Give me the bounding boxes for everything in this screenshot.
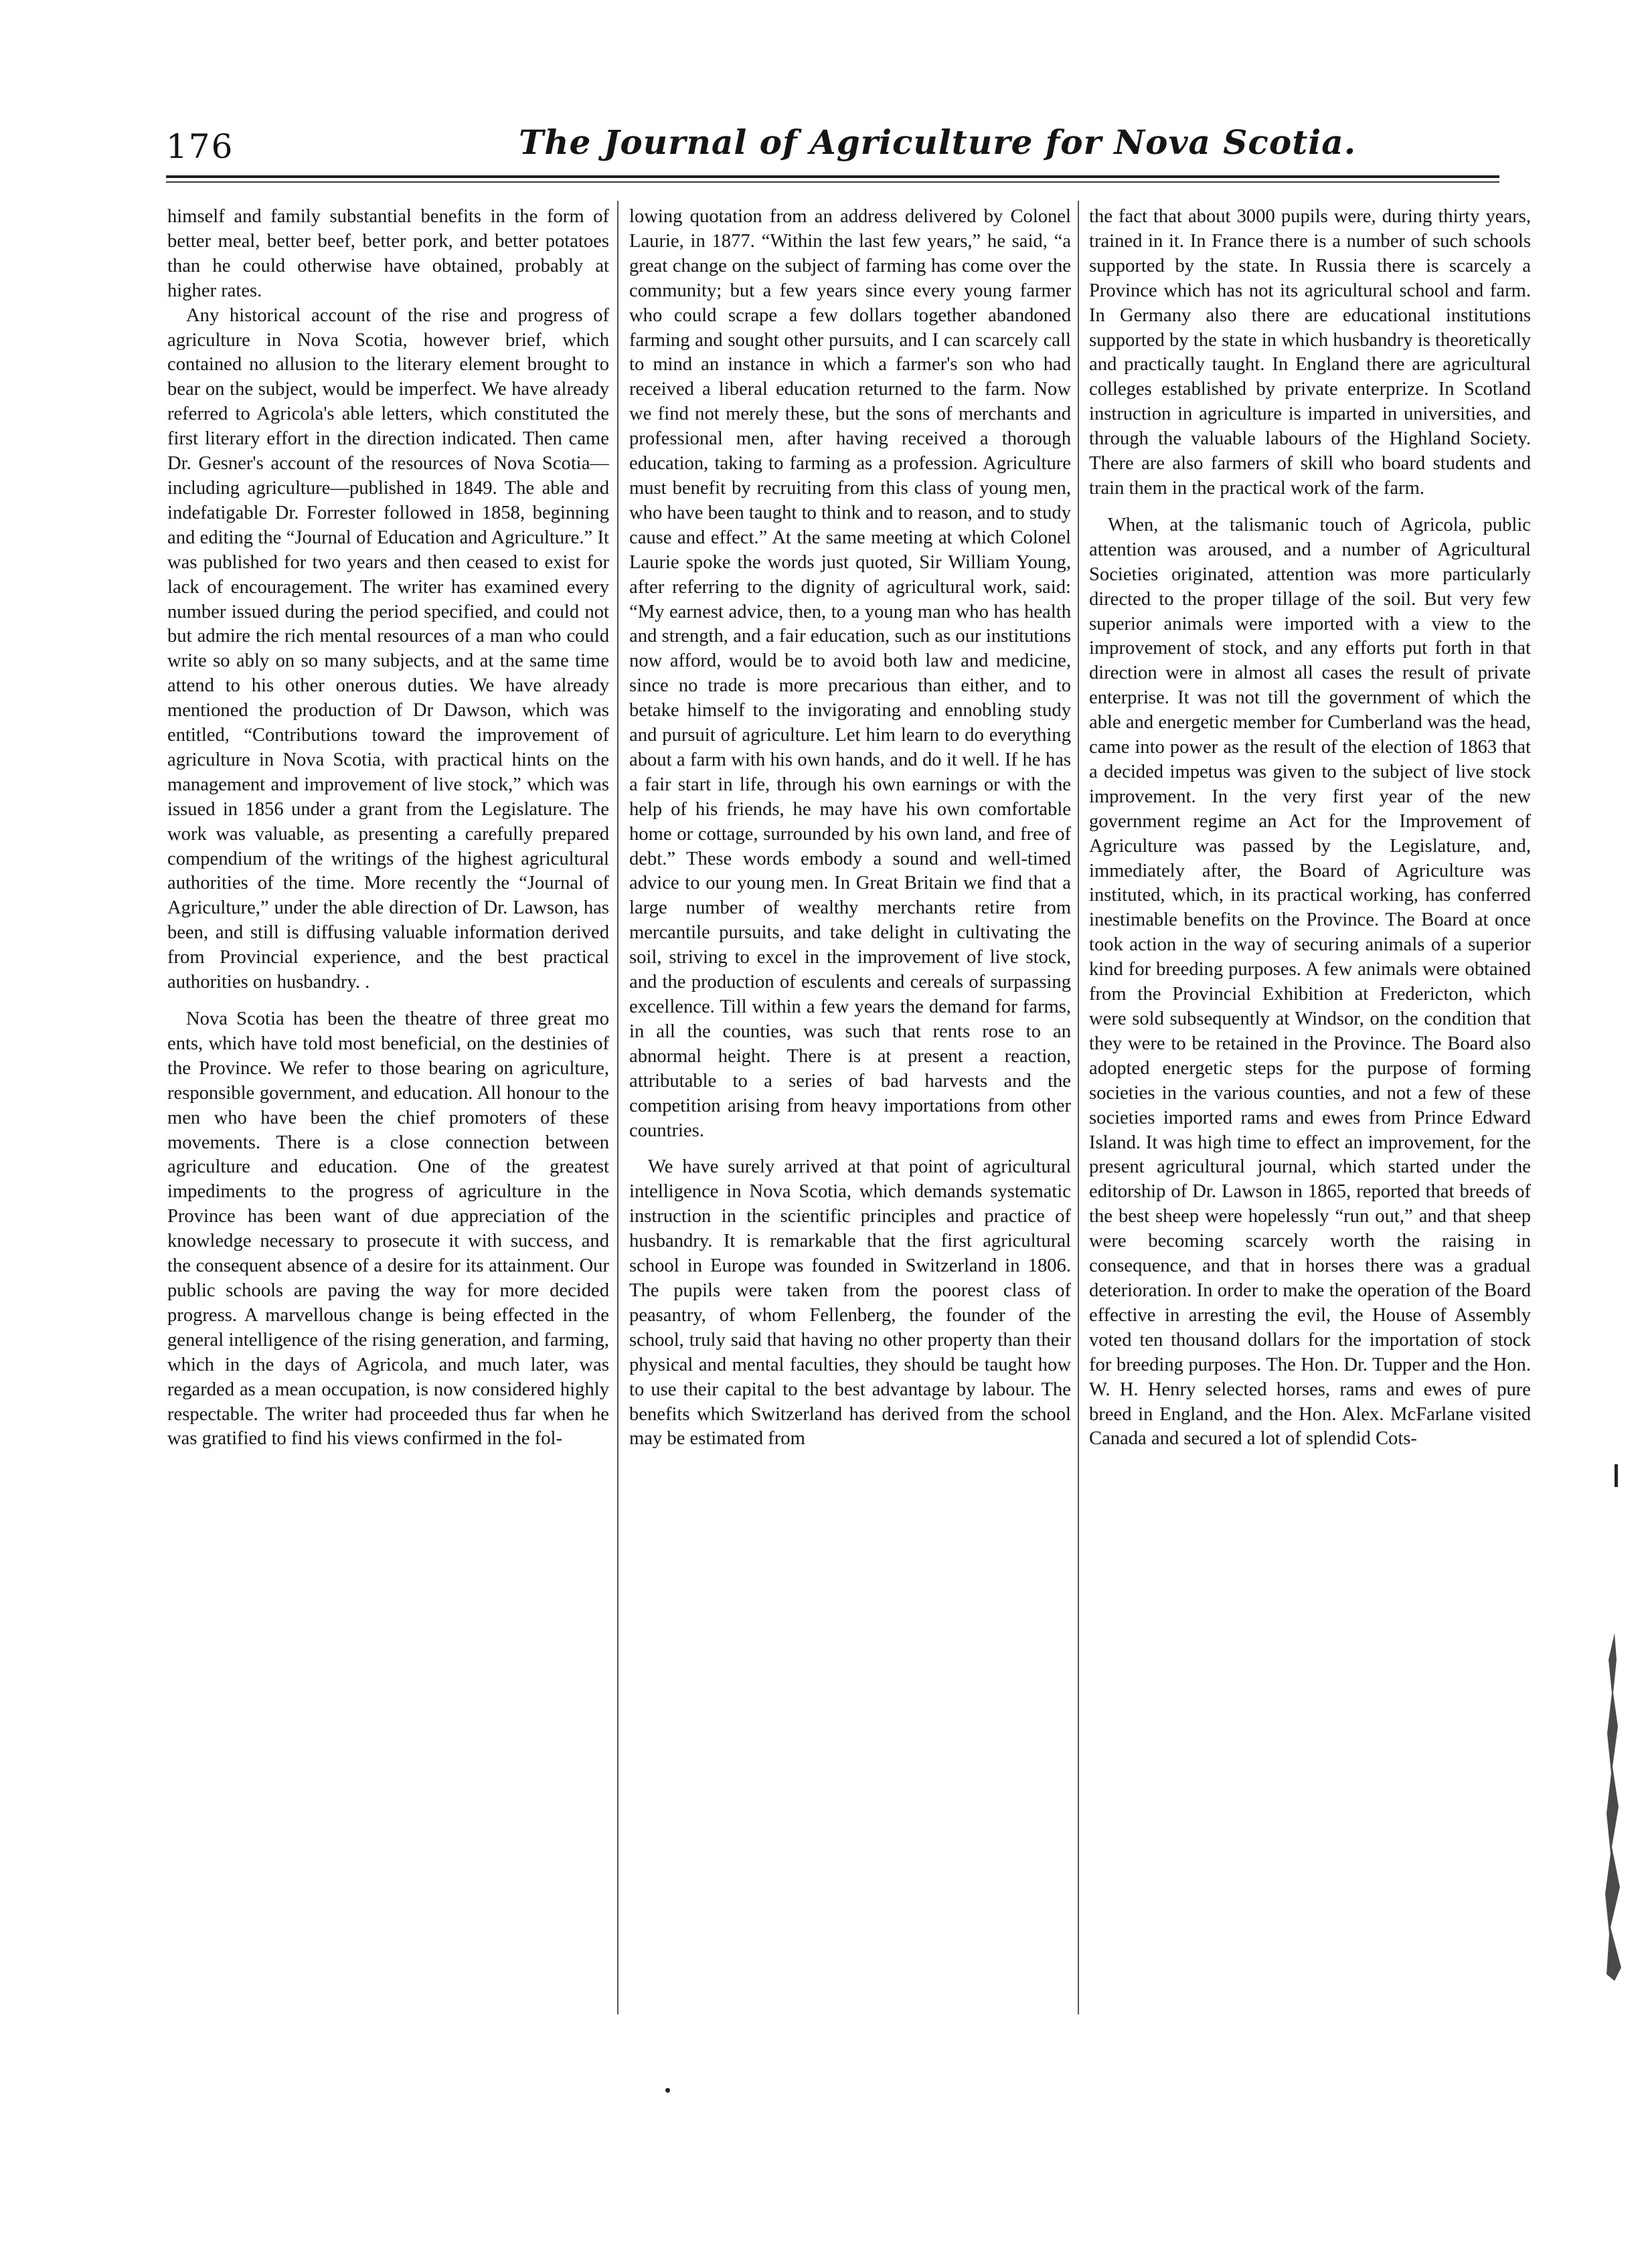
column-divider-2 (1078, 201, 1079, 2014)
print-speck (665, 2088, 670, 2093)
running-title: The Journal of Agriculture for Nova Scotia. (519, 122, 1357, 162)
binding-edge-shadow (1594, 1633, 1635, 1981)
column-2-paragraph-2: We have surely arrived at that point of agricultural intelligence in Nova Scotia, which demands systematic instruction in the scientific principles and practice of husbandry. It is remarkable that the first agricultural school in Europe was founded in Switzerland in 1806. The pupils were taken from the poorest class of peasantry, of whom Fellenberg, the founder of the school, truly said that having no other property than their physical and mental faculties, they should be taught how to use their capital to the best advantage by labour. The benefits which Switzerland has derived from the school may be estimated from (629, 1156, 1071, 1450)
header-rule-thin (166, 181, 1499, 183)
column-divider-1 (617, 201, 619, 2014)
column-3-paragraph-2: When, at the talismanic touch of Agricola, public attention was aroused, and a number of Agricultural Societies originated, attention was more particularly directed to the proper tillage of the soil. But very few superior animals were imported with a view to the improvement of stock, and any efforts put forth in that direction were in almost all cases the result of private enterprise. It was not till the government of which the able and energetic member for Cumberland was the head, came into power as the result of the election of 1863 that a decided impetus was given to the subject of live stock improvement. In the very first year of the new government regime an Act for the Improvement of Agriculture was passed by the Legislature, and, immediately after, the Board of Agriculture was instituted, which, in its practical working, has conferred inestimable benefits on the Province. The Board at once took action in the way of securing animals of a superior kind for breeding purposes. A few animals were obtained from the Provincial Exhibition at Fredericton, which were sold subsequently at Windsor, on the condition that they were to be retained in the Province. The Board also adopted energetic steps for the purpose of forming societies in the various counties, and not a few of these societies imported rams and ewes from Prince Edward Island. It was high time to effect an improvement, for the present agricultural journal, which started under the editorship of Dr. Lawson in 1865, reported that breeds of the best sheep were hopelessly “run out,” and that sheep were becoming scarcely worth the raising in consequence, and that in horses there was a gradual deterioration. In order to make the operation of the Board effective in arresting the evil, the House of Assembly voted ten thousand dollars for the importation of stock for breeding purposes. The Hon. Dr. Tupper and the Hon. W. H. Henry selected horses, rams and ewes of pure breed in England, and the Hon. Alex. McFarlane visited Canada and secured a lot of splendid Cots- (1089, 514, 1531, 1450)
column-1-paragraph-1: himself and family substantial benefits in the form of better meal, better beef, better pork, and better potatoes than he could otherwise have obtained, probably at higher rates. (167, 206, 609, 301)
header-rule-thick (166, 175, 1499, 178)
margin-mark (1615, 1464, 1618, 1487)
column-3-paragraph-1: the fact that about 3000 pupils were, during thirty years, trained in it. In France there is a number of such schools supported by the state. In Russia there is scarcely a Province which has not its agricultural school and farm. In Germany also there are educational institutions supported by the state in which husbandry is theoretically and practically taught. In England there are agricultural colleges established by private enterprize. In Scotland instruction in agriculture is imparted in universities, and through the valuable labours of the Highland Society. There are also farmers of skill who board students and train them in the practical work of the farm. (1089, 206, 1531, 499)
text-column-2 (629, 205, 1071, 2012)
column-1-paragraph-3: Nova Scotia has been the theatre of three great mo ents, which have told most beneficial, on the destinies of the Province. We refer to those bearing on agriculture, responsible government, and education. All honour to the men who have been the chief promoters of these movements. There is a close connection between agriculture and education. One of the greatest impediments to the progress of agriculture in the Province has been want of due appreciation of the knowledge necessary to prosecute it with success, and the consequent absence of a desire for its attainment. Our public schools are paving the way for more decided progress. A marvellous change is being effected in the general intelligence of the rising generation, and farming, which in the days of Agricola, and much later, was regarded as a mean occupation, is now considered highly respectable. The writer had proceeded thus far when he was gratified to find his views confirmed in the fol- (167, 1009, 609, 1450)
text-column-3 (1089, 205, 1531, 2012)
page-number: 176 (166, 127, 234, 166)
text-column-1 (167, 205, 609, 2012)
column-2-paragraph-1: lowing quotation from an address delivered by Colonel Laurie, in 1877. “Within the last few years,” he said, “a great change on the subject of farming has come over the community; but a few years since every young farmer who could scrape a few dollars together abandoned farming and sought other pursuits, and I can scarcely call to mind an instance in which a farmer's son who had received a liberal education returned to the farm. Now we find not merely these, but the sons of merchants and professional men, after having received a thorough education, taking to farming as a profession. Agriculture must benefit by recruiting from this class of young men, who have been taught to think and to reason, and to study cause and effect.” At the same meeting at which Colonel Laurie spoke the words just quoted, Sir William Young, after referring to the dignity of agricultural work, said: “My earnest advice, then, to a young man who has health and strength, and a fair education, such as our institutions now afford, would be to avoid both law and medicine, since no trade is more precarious than either, and to betake himself to the invigorating and ennobling study and pursuit of agriculture. Let him learn to do everything about a farm with his own hands, and do it well. If he has a fair start in life, through his own earnings or with the help of his friends, he may have his own comfortable home or cottage, surrounded by his own land, and free of debt.” These words embody a sound and well-timed advice to our young men. In Great Britain we find that a large number of wealthy merchants retire from mercantile pursuits, and take delight in cultivating the soil, striving to excel in the improvement of live stock, and the production of esculents and cereals of surpassing excellence. Till within a few years the demand for farms, in all the counties, was such that rents rose to an abnormal height. There is at present a reaction, attributable to a series of bad harvests and the competition arising from heavy importations from other countries. (629, 206, 1071, 1141)
column-1-paragraph-2: Any historical account of the rise and progress of agriculture in Nova Scotia, however brief, which contained no allusion to the literary element brought to bear on the subject, would be imperfect. We have already referred to Agricola's able letters, which constituted the first literary effort in the direction indicated. Then came Dr. Gesner's account of the resources of Nova Scotia—including agriculture—published in 1849. The able and indefatigable Dr. Forrester followed in 1858, beginning and editing the “Journal of Education and Agriculture.” It was published for two years and then ceased to exist for lack of encouragement. The writer has examined every number issued during the period specified, and could not but admire the rich mental resources of a man who could write so ably on so many subjects, and at the same time attend to his other onerous duties. We have already mentioned the production of Dr Dawson, which was entitled, “Contributions toward the improvement of agriculture in Nova Scotia, with practical hints on the management and improvement of live stock,” which was issued in 1856 under a grant from the Legislature. The work was valuable, as presenting a carefully prepared compendium of the writings of the highest agricultural authorities of the time. More recently the “Journal of Agriculture,” under the able direction of Dr. Lawson, has been, and still is diffusing valuable information derived from Provincial experience, and the best practical authorities on husbandry. . (167, 304, 609, 993)
